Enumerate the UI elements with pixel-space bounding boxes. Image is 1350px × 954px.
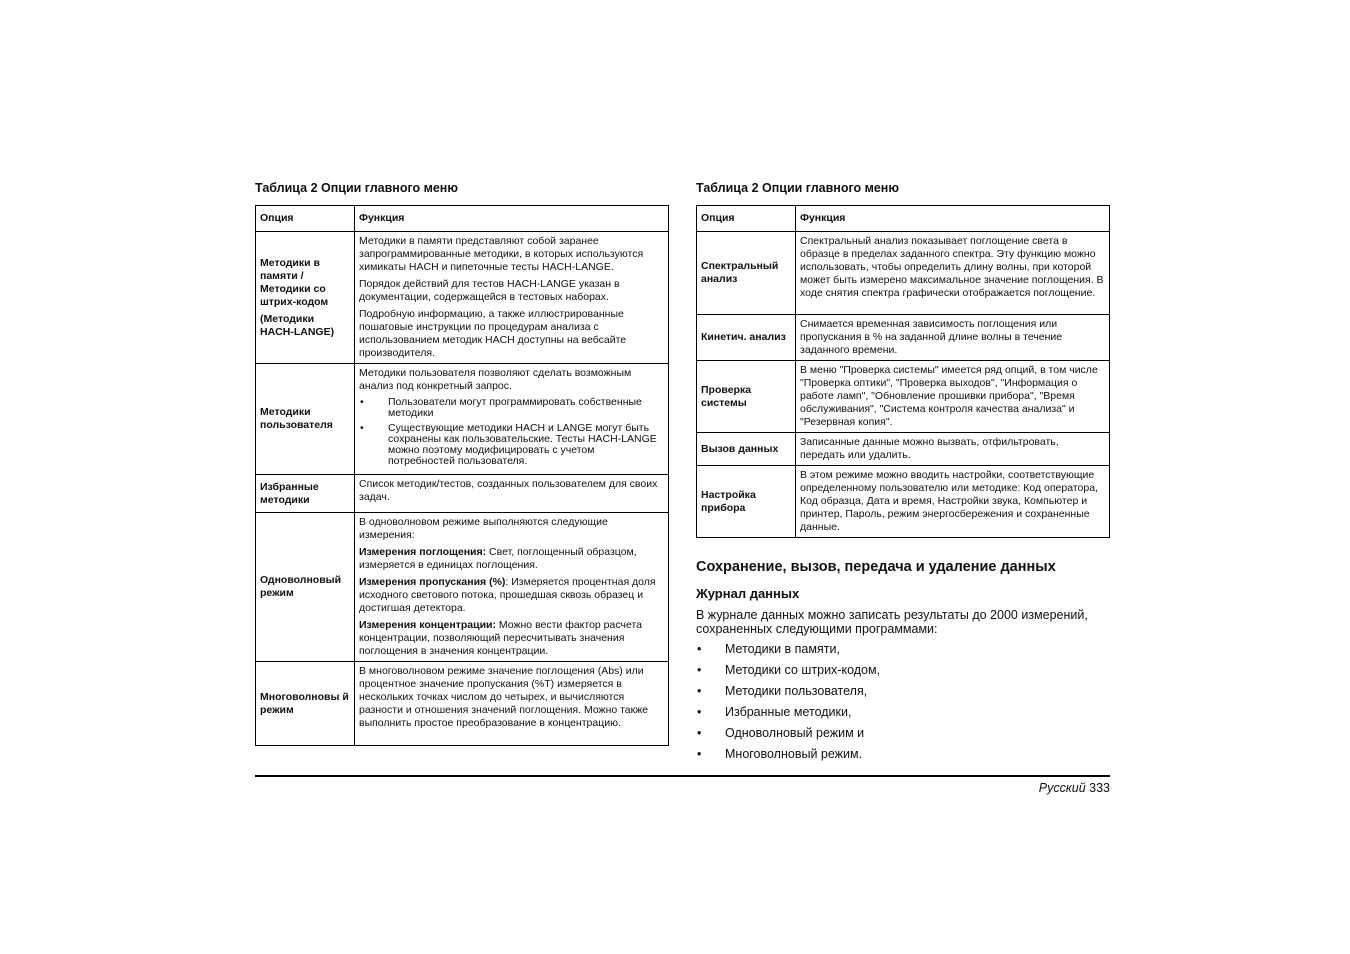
page-number: 333 <box>1089 781 1110 795</box>
list-item-text: Методики со штрих-кодом, <box>725 663 881 677</box>
page-footer <box>1039 780 1110 796</box>
list-item <box>696 747 1110 761</box>
table-row <box>256 475 669 513</box>
table-row <box>256 662 669 746</box>
option-cell: Методики пользователя <box>256 364 355 475</box>
function-text: Методики пользователя позволяют сделать возможным анализ под конкретный запрос. <box>359 367 632 392</box>
subsection-title: Журнал данных <box>696 586 800 601</box>
bullet-icon: • <box>697 642 702 656</box>
option-cell: Проверка системы <box>697 361 796 433</box>
list-item <box>359 423 664 467</box>
list-item <box>359 397 664 419</box>
list-item <box>696 663 1110 677</box>
function-text: Порядок действий для тестов HACH-LANGE указан в документации, содержащейся в тестовых наборах. <box>359 278 620 303</box>
header-function: Функция <box>355 206 669 232</box>
bullet-icon: • <box>360 396 364 408</box>
bullet-text: Существующие методики HACH и LANGE могут быть сохранены как пользовательские. Тесты HACH-LANGE можно поэтому модифицировать с учетом потребностей пользователя. <box>388 422 657 467</box>
list-item-text: Методики в памяти, <box>725 642 840 656</box>
bullet-icon: • <box>697 705 702 719</box>
option-cell: Избранные методики <box>256 475 355 513</box>
bullet-icon: • <box>360 422 364 434</box>
list-item <box>696 726 1110 740</box>
function-text <box>359 619 664 658</box>
bullet-icon: • <box>697 747 702 761</box>
table-row <box>697 232 1110 315</box>
header-option: Опция <box>697 206 796 232</box>
header-function: Функция <box>796 206 1110 232</box>
list-item <box>696 684 1110 698</box>
function-cell <box>355 232 669 364</box>
option-cell: Спектральный анализ <box>697 232 796 315</box>
body-paragraph: В журнале данных можно записать результаты до 2000 измерений, сохраненных следующими программами: <box>696 608 1088 636</box>
table-row <box>697 315 1110 361</box>
table-row <box>256 513 669 662</box>
function-cell: Записанные данные можно вызвать, отфильтровать, передать или удалить. <box>796 433 1110 466</box>
table-caption: Таблица 2 Опции главного меню <box>696 181 900 195</box>
measure-label: Измерения поглощения: <box>359 546 487 558</box>
table-row <box>697 433 1110 466</box>
measure-text: : Измеряется процентная доля исходного светового потока, прошедшая сквозь образец и достигшая детектора. <box>359 576 656 614</box>
function-cell: Снимается временная зависимость поглощения или пропускания в % на заданной длине волны в течение заданного времени. <box>796 315 1110 361</box>
function-text <box>359 576 664 615</box>
function-cell: Спектральный анализ показывает поглощение света в образце в пределах заданного спектра. Эту функцию можно использовать, чтобы определить длину волны, при которой может быть измерено максимальное значение поглощения. В ходе снятия спектра графически отображается поглощение. <box>796 232 1110 315</box>
list-item-text: Избранные методики, <box>725 705 852 719</box>
bullet-icon: • <box>697 684 702 698</box>
measure-label: Измерения пропускания (%) <box>359 576 506 588</box>
table-row <box>256 364 669 475</box>
left-column <box>255 180 669 746</box>
table-row <box>697 466 1110 538</box>
list-item <box>696 642 1110 656</box>
option-label-sub: (Методики HACH-LANGE) <box>260 312 335 338</box>
function-bullet-list <box>359 397 664 467</box>
function-cell: В многоволновом режиме значение поглощения (Abs) или процентное значение пропускания (%T) измеряется в нескольких точках числом до четырех, и вычисляются разности и отношения значений поглощения. Можно также выполнить простое преобразование в концентрацию. <box>355 662 669 746</box>
table-row <box>697 361 1110 433</box>
table-caption: Таблица 2 Опции главного меню <box>255 181 459 195</box>
measure-label: Измерения концентрации: <box>359 619 496 631</box>
bullet-icon: • <box>697 726 702 740</box>
main-menu-options-table-continued <box>696 205 1110 538</box>
table-header-row <box>697 206 1110 232</box>
option-cell: Многоволновы й режим <box>256 662 355 746</box>
bullet-icon: • <box>697 663 702 677</box>
measure-text: Можно вести фактор расчета концентрации, позволяющий пересчитывать значения поглощения в значения концентрации. <box>359 619 642 657</box>
function-cell: В меню "Проверка системы" имеется ряд опций, в том числе "Проверка оптики", "Проверка выходов", "Информация о работе ламп", "Обновление прошивки прибора", "Время обслуживания", "Система контроля качества анализа" и "Резервная копия". <box>796 361 1110 433</box>
function-cell: Список методик/тестов, созданных пользователем для своих задач. <box>355 475 669 513</box>
function-text: Методики в памяти представляют собой заранее запрограммированные методики, в которых используются химикаты HACH и пипеточные тесты HACH-LANGE. <box>359 235 644 273</box>
option-cell: Настройка прибора <box>697 466 796 538</box>
table-row <box>256 232 669 364</box>
section-title: Сохранение, вызов, передача и удаление данных <box>696 559 1056 575</box>
list-item <box>696 705 1110 719</box>
list-item-text: Многоволновый режим. <box>725 747 863 761</box>
footer-language: Русский <box>1038 781 1086 795</box>
option-cell: Одноволновый режим <box>256 513 355 662</box>
function-cell <box>355 513 669 662</box>
function-cell <box>355 364 669 475</box>
measure-text: Свет, поглощенный образцом, измеряется в единицах поглощения. <box>359 546 637 571</box>
function-text: Подробную информацию, а также иллюстрированные пошаговые инструкции по процедурам анализа с использованием методик HACH доступны на вебсайте производителя. <box>359 308 627 359</box>
header-option: Опция <box>256 206 355 232</box>
function-text <box>359 546 664 572</box>
option-label: Методики в памяти / Методики со штрих-кодом <box>260 256 329 308</box>
function-cell: В этом режиме можно вводить настройки, соответствующие определенному пользователю или методике: Код оператора, Код образца, Дата и время, Настройки звука, Компьютер и принтер, Пароль, режим энергосбережения и сохраненные данные. <box>796 466 1110 538</box>
function-text: В одноволновом режиме выполняются следующие измерения: <box>359 516 608 541</box>
option-cell <box>256 232 355 364</box>
table-header-row <box>256 206 669 232</box>
right-column <box>696 180 1110 768</box>
main-menu-options-table <box>255 205 669 746</box>
option-cell: Кинетич. анализ <box>697 315 796 361</box>
list-item-text: Одноволновый режим и <box>725 726 865 740</box>
bullet-text: Пользователи могут программировать собственные методики <box>388 396 642 419</box>
program-list <box>696 642 1110 761</box>
list-item-text: Методики пользователя, <box>725 684 868 698</box>
option-cell: Вызов данных <box>697 433 796 466</box>
footer-rule <box>255 775 1110 777</box>
